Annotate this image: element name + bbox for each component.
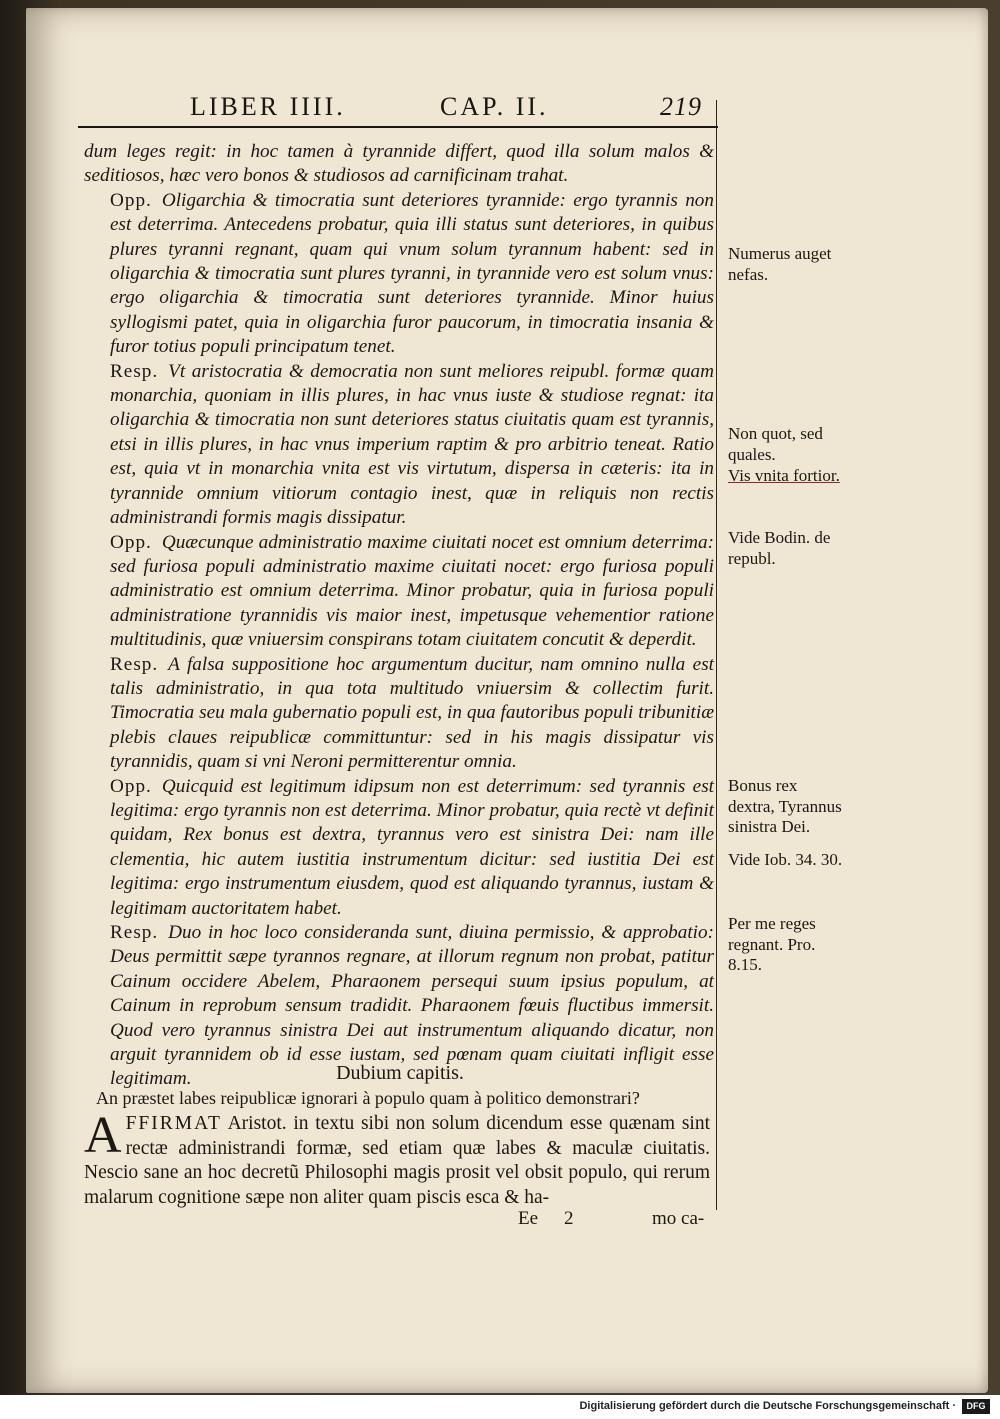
roman-text: Aristot. in textu sibi non solum dicendum esse quænam sint rectæ administrandi formæ, sed etiam quæ labes & maculæ ciuitatis. Nescio sane an hoc decretũ Philosophi magis prosit vel obsit populo, qui rerum malarum cognitione sæpe non aliter quam piscis esca & ha- [84, 1113, 710, 1208]
paragraph-objection [84, 189, 714, 360]
paragraph-text: A falsa suppositione hoc argumentum ducitur, nam omnino nulla est talis administratio, in qua tota multitudo vniuersim & collectim furit. Timocratia seu mala gubernatio populi est, in qua fautoribus populi tribunitiæ plebis claues reipublicæ committuntur: sed in his magis dissipatur vis tyrannidis, quam si vni Neroni permitterentur omnia. [110, 653, 714, 773]
running-head-chapter: CAP. II. [440, 92, 549, 121]
paragraph-text: Vt aristocratia & democratia non sunt meliores reipubl. formæ quam monarchia, quoniam in illis plures, in hac vnus iuste & studiose regnat: ita oligarchia & timocratia non sunt deteriores status ciuitatis quam est tyrannis, etsi in illis plures, in hac vnus imperium raptim & pro arbitrio teneat. Ratio est, quia vt in monarchia vnita est vis virtutum, dispersa in cæteris: ita in tyrannide omnium vitiorum contagio inest, quæ in reliquis non rectis administrandi formis magis dissipatur. [110, 360, 714, 529]
paragraph-response [84, 653, 714, 775]
paragraph-objection [84, 775, 714, 921]
objection-label: Opp. [110, 775, 152, 797]
small-caps-word: FFIRMAT [125, 1113, 222, 1134]
running-head-book: LIBER IIII. [190, 92, 346, 121]
margin-rule [716, 100, 717, 1210]
footer-credit: Digitalisierung gefördert durch die Deutsche Forschungsgemeinschaft · [579, 1400, 956, 1412]
dfg-logo: DFG [962, 1399, 990, 1414]
paragraph-text: Quicquid est legitimum idipsum non est deterrimum: sed tyrannis est legitima: ergo tyrannis non est deterrima. Minor probatur, quia rectè vt definit quidam, Rex bonus est dextra, tyrannus vero est sinistra Dei: nam ille clementia, hic autem iustitia instrumentum dicitur: sed iustitia Dei est legitima: ergo instrumentum eiusdem, quod est aliquando tyrannus, iustam & legitimam auctoritatem habet. [110, 775, 714, 919]
section-question: An præstet labes reipublicæ ignorari à populo quam à politico demonstrari? [96, 1088, 640, 1108]
header-rule [78, 126, 718, 128]
paragraph-objection [84, 531, 714, 653]
objection-label: Opp. [110, 531, 152, 553]
response-label: Resp. [110, 653, 159, 675]
margin-note: Vis vnita fortior. [728, 466, 840, 485]
catchword: mo ca- [652, 1208, 705, 1229]
paragraph-text: Duo in hoc loco consideranda sunt, diuina permissio, & approbatio: Deus permittit sæpe tyrannos regnare, at illorum regnum non probat, patitur Cainum occidere Abelem, Pharaonem persequi suum ipsius populum, at Cainum in reprobum sensum tradidit. Pharaonem fœuis fluctibus immersit. Quod vero tyrannus sinistra Dei aut instrumentum aliquando dicatur, non arguit tyrannidem ob id esse iustam, sed pœnam quam ciuitati infligit esse legitimam. [110, 922, 714, 1090]
paragraph-continuation: dum leges regit: in hoc tamen à tyrannide differt, quod illa solum malos & seditiosos, hæc vero bonos & studiosos ad carnificinam trahat. [84, 141, 714, 187]
page-number: 219 [660, 92, 702, 121]
objection-label: Opp. [110, 189, 152, 211]
roman-paragraph [84, 1107, 710, 1210]
paragraph-text: Oligarchia & timocratia sunt deteriores tyrannide: ergo tyrannis non est deterrima. Antecedens probatur, quia illi status sunt deteriores, in quibus plures tyranni regnant, quam qui vnum solum tyrannum habent: sed in oligarchia & timocratia sunt plures tyranni, in tyrannide vero est solum vnus: ergo oligarchia & timocratia sunt deteriores tyrannide. Minor huius syllogismi patet, quia in oligarchia furor paucorum, in timocratia insania & furor totius populi principatum tenet. [110, 189, 714, 358]
margin-note: Non quot, sed quales. [728, 424, 823, 464]
response-label: Resp. [110, 360, 159, 382]
signature-mark: Ee [518, 1208, 539, 1229]
margin-note: Bonus rex dextra, Tyrannus sinistra Dei. [728, 776, 842, 836]
margin-note: Vide Iob. 34. 30. [728, 850, 843, 869]
paragraph-response [84, 360, 714, 531]
drop-capital: A [84, 1107, 122, 1164]
digitization-footer [0, 1395, 1000, 1419]
main-text [84, 140, 714, 1092]
margin-note: Per me reges regnant. Pro. 8.15. [728, 914, 816, 974]
response-label: Resp. [110, 922, 159, 943]
margin-note: Numerus auget nefas. [728, 244, 832, 284]
signature-number: 2 [564, 1208, 574, 1229]
margin-note: Vide Bodin. de republ. [728, 528, 831, 568]
section-title: Dubium capitis. [336, 1062, 464, 1084]
paragraph-text: Quæcunque administratio maxime ciuitati nocet est omnium deterrima: sed furiosa populi administratio maxime ciuitati nocet: ergo furiosa populi administratio est omnium deterrima. Minor probatur, quia in furiosa populi administratione tyrannidis vis maior inest, impetusque vehementior ratione multitudinis, quæ vniuersim conspirans totam ciuitatem concutit & deperdit. [110, 531, 714, 651]
